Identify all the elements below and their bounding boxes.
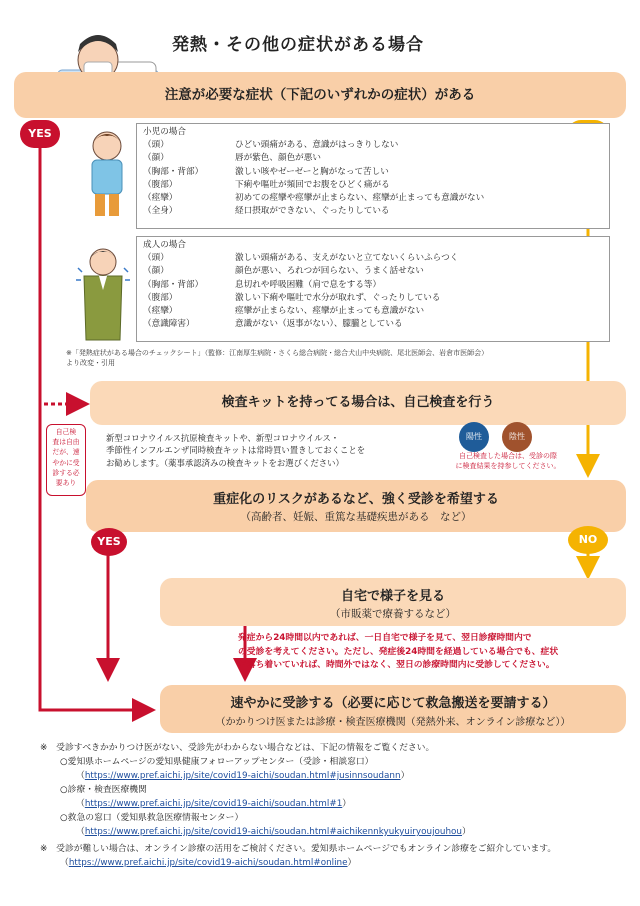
footer-item-3: ○救急の窓口（愛知県救急医療情報センター） — [60, 813, 244, 823]
adult-symptom-description: 激しい下痢や嘔吐で水分が取れず、ぐったりしている — [235, 292, 441, 303]
question-2-band — [86, 480, 626, 532]
home-note-line-3: が落ち着いていれば、時間外ではなく、翌日の診療時間内に受診してください。 — [238, 660, 555, 670]
adult-symptom-category: （頭） — [143, 253, 169, 264]
child-symptom-description: 経口摂取ができない、ぐったりしている — [235, 206, 390, 217]
home-care-title: 自宅で様子を見る — [340, 589, 445, 604]
self-test-side-note — [46, 424, 86, 496]
kit-line-3: お勧めします。（薬事承認済みの検査キットをお選びください） — [106, 457, 344, 468]
footer-item-2: ○診療・検査医療機関 — [60, 785, 147, 795]
adult-symptom-row — [143, 265, 603, 278]
home-note-line-1: 発症から24時間以内であれば、一日自宅で様子を見て、翌日診療時間内で — [238, 633, 532, 643]
kit-description — [106, 432, 365, 469]
source-note-line-1: ※「発熱症状がある場合のチェックシート」（監修：江南厚生病院・さくら総合病院・総合犬山中央病院、尾北医師会、岩倉市医師会） — [66, 349, 489, 357]
adult-symptom-panel — [136, 236, 610, 342]
side-note-line: 診する必 — [52, 468, 80, 477]
footer-note-1: ※ 受診すべきかかりつけ医がない、受診先がわからない場合などは、下記の情報をご覧ください。 — [40, 743, 435, 753]
adult-symptom-category: （意識障害） — [143, 319, 195, 330]
self-test-band — [90, 381, 626, 425]
yes-badge-1: YES — [20, 120, 60, 148]
footer-url-4-wrap: （https://www.pref.aichi.jp/site/covid19-aichi/soudan.html#online） — [60, 858, 357, 868]
source-note — [66, 348, 626, 368]
source-note-line-2: より改変・引用 — [66, 359, 115, 367]
child-symptom-row — [143, 192, 603, 205]
no-badge-2: NO — [568, 526, 608, 554]
adult-symptom-row — [143, 279, 603, 292]
child-symptom-category: （胸部・背部） — [143, 166, 204, 177]
footer-url-1-wrap: （https://www.pref.aichi.jp/site/covid19-aichi/soudan.html#jusinnsoudann） — [76, 771, 410, 781]
footer-item-1: ○愛知県ホームページの愛知県健康フォローアップセンター（受診・相談窓口） — [60, 757, 374, 767]
kit-note-line-1: 自己検査した場合は、受診の際 — [459, 452, 557, 460]
yes-badge-2: YES — [91, 528, 127, 556]
adult-symptom-description: 痙攣が止まらない、痙攣が止まっても意識がない — [235, 306, 425, 317]
child-illustration — [84, 128, 130, 224]
child-symptom-category: （痙攣） — [143, 193, 178, 204]
footer-note-2: ※ 受診が難しい場合は、オンライン診療の活用をご検討ください。愛知県ホームページでもオンライン診療をご紹介しています。 — [40, 844, 557, 854]
adult-symptom-description: 激しい頭痛がある、支えがないと立てないくらいふらつく — [235, 253, 459, 264]
adult-symptom-category: （痙攣） — [143, 306, 178, 317]
side-note-line: だが、速 — [52, 448, 80, 457]
child-symptom-row — [143, 152, 603, 165]
child-symptom-row — [143, 179, 603, 192]
negative-badge: 陰性 — [502, 422, 532, 452]
adult-symptom-row — [143, 318, 603, 331]
visit-sub: （かかりつけ医または診療・検査医療機関（発熱外来、オンライン診療など）） — [215, 717, 571, 728]
home-care-sub: （市販薬で療養するなど） — [330, 608, 456, 620]
adult-heading: 成人の場合 — [143, 240, 186, 250]
child-heading: 小児の場合 — [143, 127, 186, 137]
child-symptom-category: （腹部） — [143, 179, 178, 190]
home-care-note — [238, 632, 558, 673]
question-1-text: 注意が必要な症状（下記のいずれかの症状）がある — [164, 87, 476, 103]
side-note-line: 要あり — [55, 479, 77, 488]
question-2-title: 重症化のリスクがあるなど、強く受診を希望する — [213, 492, 499, 507]
child-symptom-row — [143, 166, 603, 179]
footer-url-4[interactable]: https://www.pref.aichi.jp/site/covid19-aichi/soudan.html#online — [68, 858, 348, 868]
child-symptom-row — [143, 139, 603, 152]
home-care-band — [160, 578, 626, 626]
footer-url-2[interactable]: https://www.pref.aichi.jp/site/covid19-aichi/soudan.html#1 — [84, 799, 343, 809]
page-title: 発熱・その他の症状がある場合 — [172, 35, 424, 55]
adult-symptom-description: 意識がない（返事がない）、朦朧としている — [235, 319, 403, 330]
kit-line-1: 新型コロナウイルス抗原検査キットや、新型コロナウイルス・ — [106, 433, 340, 443]
adult-symptom-row — [143, 305, 603, 318]
child-symptom-category: （顔） — [143, 153, 169, 164]
child-symptom-description: 激しい咳やゼーゼーと胸がなって苦しい — [235, 166, 389, 177]
side-note-line: やかに受 — [52, 458, 80, 467]
side-note-line: 査は自由 — [52, 438, 80, 447]
adult-symptom-category: （胸部・背部） — [143, 279, 204, 290]
footer-url-3-wrap: （https://www.pref.aichi.jp/site/covid19-aichi/soudan.html#aichikennkyukyuiryoujouhou） — [76, 827, 471, 837]
child-symptom-description: 下痢や嘔吐が頻回でお腹をひどく痛がる — [235, 179, 390, 190]
footer-url-1[interactable]: https://www.pref.aichi.jp/site/covid19-aichi/soudan.html#jusinnsoudann — [84, 771, 401, 781]
adult-illustration — [74, 246, 132, 342]
adult-symptom-row — [143, 252, 603, 265]
child-symptom-panel — [136, 123, 610, 229]
visit-title: 速やかに受診する（必要に応じて救急搬送を要請する） — [230, 696, 556, 711]
footer-url-3[interactable]: https://www.pref.aichi.jp/site/covid19-aichi/soudan.html#aichikennkyukyuiryoujouhou — [84, 827, 463, 837]
child-symptom-description: 唇が紫色、顔色が悪い — [235, 153, 321, 164]
adult-symptom-row — [143, 292, 603, 305]
child-symptom-description: 初めての痙攣や痙攣が止まらない、痙攣が止まっても意識がない — [235, 193, 485, 204]
kit-line-2: 季節性インフルエンザ同時検査キットは常時買い置きしておくことを — [106, 445, 366, 456]
kit-note — [438, 452, 578, 471]
child-symptom-row — [143, 205, 603, 218]
adult-symptom-category: （腹部） — [143, 292, 178, 303]
child-symptom-category: （頭） — [143, 140, 169, 151]
adult-symptom-description: 息切れや呼吸困難（肩で息をする等） — [235, 279, 382, 290]
self-test-title: 検査キットを持ってる場合は、自己検査を行う — [221, 395, 495, 410]
positive-badge: 陽性 — [459, 422, 489, 452]
side-note-line: 自己検 — [55, 428, 77, 436]
kit-note-line-2: に検査結果を持参してください。 — [455, 461, 561, 470]
question-1-band — [14, 72, 626, 118]
visit-band — [160, 685, 626, 733]
footer-url-2-wrap: （https://www.pref.aichi.jp/site/covid19-aichi/soudan.html#1） — [76, 799, 352, 809]
child-symptom-description: ひどい頭痛がある、意識がはっきりしない — [235, 140, 399, 151]
question-2-sub: （高齢者、妊娠、重篤な基礎疾患がある など） — [240, 511, 472, 523]
child-symptom-category: （全身） — [143, 206, 178, 217]
adult-symptom-category: （顔） — [143, 266, 169, 277]
adult-symptom-description: 顔色が悪い、ろれつが回らない、うまく話せない — [235, 266, 424, 277]
footer-notes — [40, 741, 636, 870]
home-note-line-2: の受診を考えてください。ただし、発症後24時間を経過している場合でも、症状 — [238, 646, 559, 657]
